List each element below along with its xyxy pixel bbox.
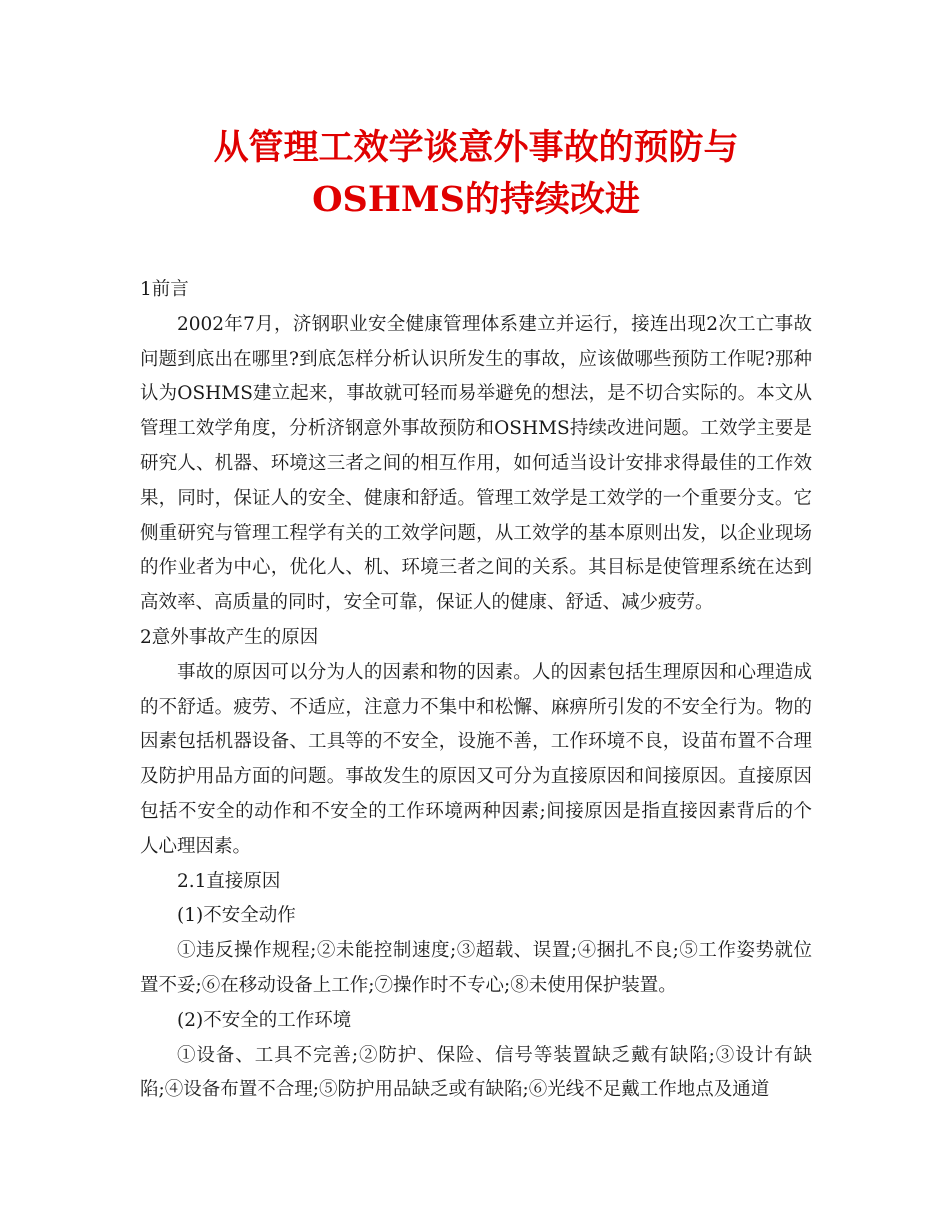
- item-heading-unsafe-environment: (2)不安全的工作环境: [177, 1009, 352, 1031]
- document-title: 从管理工效学谈意外事故的预防与OSHMS的持续改进: [213, 127, 739, 220]
- document-body: [140, 273, 812, 1108]
- subsection-heading-direct-causes: 2.1直接原因: [177, 870, 281, 892]
- section-heading-causes: 2意外事故产生的原因: [140, 626, 319, 648]
- item-heading-unsafe-actions: (1)不安全动作: [177, 905, 296, 927]
- paragraph-causes: 事故的原因可以分为人的因素和物的因素。人的因素包括生理原因和心理造成的不舒适。疲劳、不适应，注意力不集中和松懈、麻痹所引发的不安全行为。物的因素包括机器设备、工具等的不安全，设施不善，工作环境不良，设苗布置不合理及防护用品方面的问题。事故发生的原因又可分为直接原因和间接原因。直接原因包括不安全的动作和不安全的工作环境两种因素;间接原因是指直接因素背后的个人心理因素。: [140, 661, 812, 857]
- section-heading-preface: 1前言: [140, 279, 189, 300]
- paragraph-preface: 2002年7月，济钢职业安全健康管理体系建立并运行，接连出现2次工亡事故问题到底出在哪里?到底怎样分析认识所发生的事故，应该做哪些预防工作呢?那种认为OSHMS建立起来，事故就可轻而易举避免的想法，是不切合实际的。本文从管理工效学角度，分析济钢意外事故预防和OSHMS持续改进问题。工效学主要是研究人、机器、环境这三者之间的相互作用，如何适当设计安排求得最佳的工作效果，同时，保证人的安全、健康和舒适。管理工效学是工效学的一个重要分支。它侧重研究与管理工程学有关的工效学问题，从工效学的基本原则出发，以企业现场的作业者为中心，优化人、机、环境三者之间的关系。其目标是使管理系统在达到高效率、高质量的同时，安全可靠，保证人的健康、舒适、减少疲劳。: [140, 313, 812, 614]
- document-page: [140, 122, 812, 1108]
- paragraph-unsafe-environment: ①设备、工具不完善;②防护、保险、信号等装置缺乏戴有缺陷;③设计有缺陷;④设备布置不合理;⑤防护用品缺乏或有缺陷;⑥光线不足戴工作地点及通道: [140, 1044, 812, 1101]
- paragraph-unsafe-actions: ①违反操作规程;②未能控制速度;③超载、误置;④捆扎不良;⑤工作姿势就位置不妥;⑥在移动设备上工作;⑦操作时不专心;⑧未使用保护装置。: [140, 940, 812, 996]
